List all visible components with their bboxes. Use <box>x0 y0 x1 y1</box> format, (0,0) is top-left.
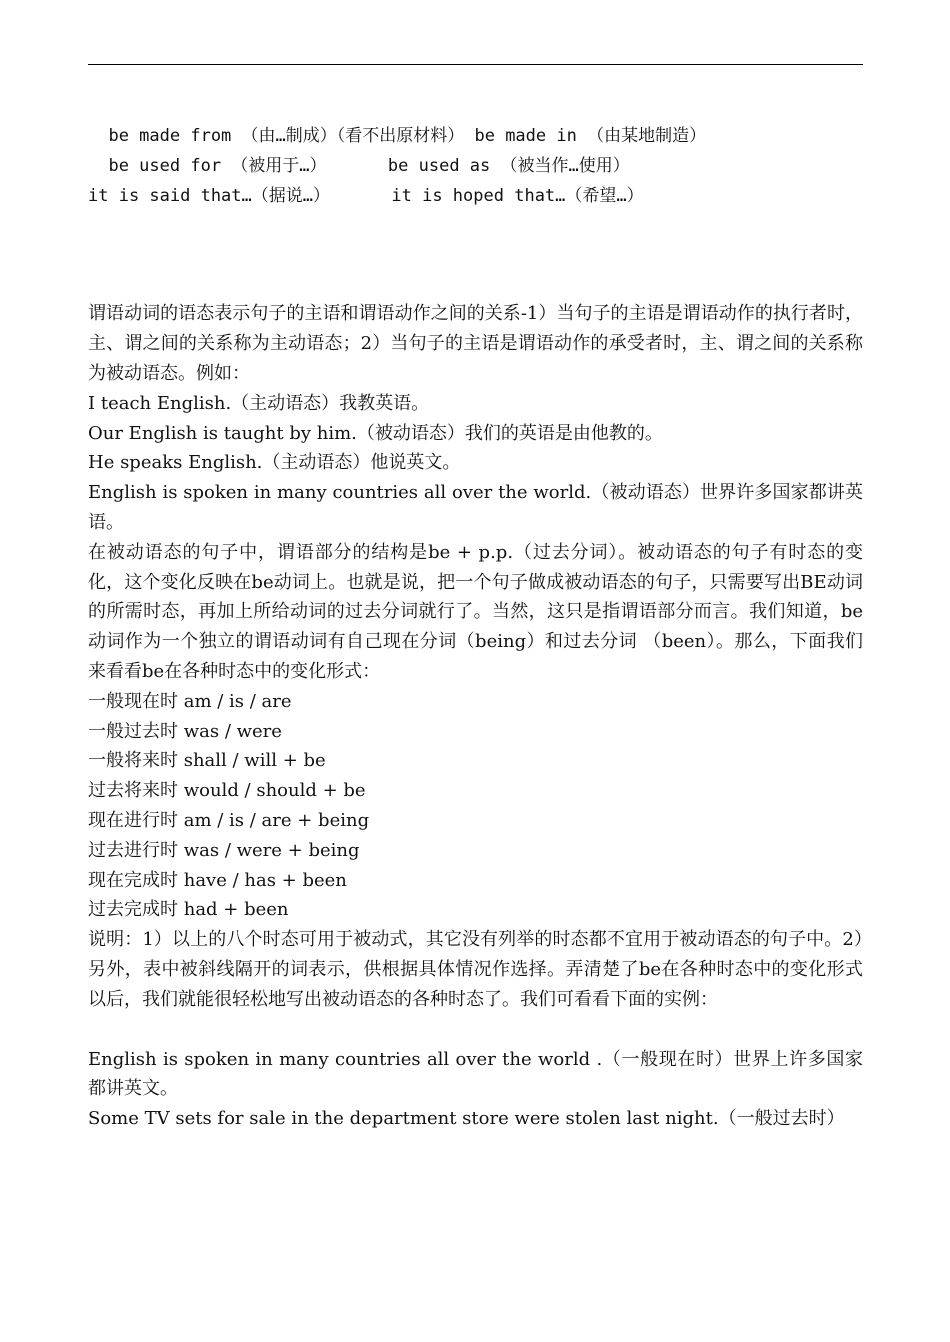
phrase-row-3: it is said that…（据说…） it is hoped that…（希望…） <box>88 185 644 206</box>
sample-2: Some TV sets for sale in the department store were stolen last night.（一般过去时） <box>88 1108 845 1130</box>
example-4: English is spoken in many countries all over the world.（被动语态）世界许多国家都讲英语。 <box>88 482 863 533</box>
phrase-row-1: be made from （由…制成）（看不出原材料） be made in （由某地制造） <box>88 126 707 146</box>
sample-1: English is spoken in many countries all over the world .（一般现在时）世界上许多国家都讲英文。 <box>88 1048 863 1100</box>
tense-8: 过去完成时 had + been <box>88 899 289 921</box>
example-3: He speaks English.（主动语态）他说英文。 <box>88 452 461 474</box>
tense-5: 现在进行时 am / is / are + being <box>88 809 370 831</box>
example-2: Our English is taught by him.（被动语态）我们的英语是由他教的。 <box>88 422 663 444</box>
structure-paragraph: 在被动语态的句子中，谓语部分的结构是be + p.p.（过去分词）。被动语态的句子有时态的变化，这个变化反映在be动词上。也就是说，把一个句子做成被动语态的句子，只需要写出BE动词的所需时态，再加上所给动词的过去分词就行了。当然，这只是指谓语部分而言。我们知道，be动词作为一个独立的谓语动词有自己现在分词（being）和过去分词 （been）。那么，下面我们来看看be在各种时态中的变化形式： <box>88 541 863 682</box>
tense-6: 过去进行时 was / were + being <box>88 839 360 861</box>
header-rule <box>88 64 863 65</box>
tense-3: 一般将来时 shall / will + be <box>88 750 326 772</box>
example-1: I teach English.（主动语态）我教英语。 <box>88 392 430 414</box>
document-body <box>88 122 863 1134</box>
tense-4: 过去将来时 would / should + be <box>88 780 366 802</box>
intro-paragraph: 谓语动词的语态表示句子的主语和谓语动作之间的关系-1）当句子的主语是谓语动作的执行者时，主、谓之间的关系称为主动语态；2）当句子的主语是谓语动作的承受者时，主、谓之间的关系称为被动语态。例如： <box>88 303 863 384</box>
phrase-row-2: be used for （被用于…） be used as （被当作…使用） <box>88 155 630 176</box>
tense-7: 现在完成时 have / has + been <box>88 869 347 891</box>
spacer <box>88 211 863 299</box>
tense-2: 一般过去时 was / were <box>88 720 282 742</box>
spacer <box>88 1015 863 1045</box>
note-paragraph: 说明：1）以上的八个时态可用于被动式，其它没有列举的时态都不宜用于被动语态的句子中。2）另外，表中被斜线隔开的词表示，供根据具体情况作选择。弄清楚了be在各种时态中的变化形式以后，我们就能很轻松地写出被动语态的各种时态了。我们可看看下面的实例： <box>88 929 863 1010</box>
tense-1: 一般现在时 am / is / are <box>88 690 292 712</box>
